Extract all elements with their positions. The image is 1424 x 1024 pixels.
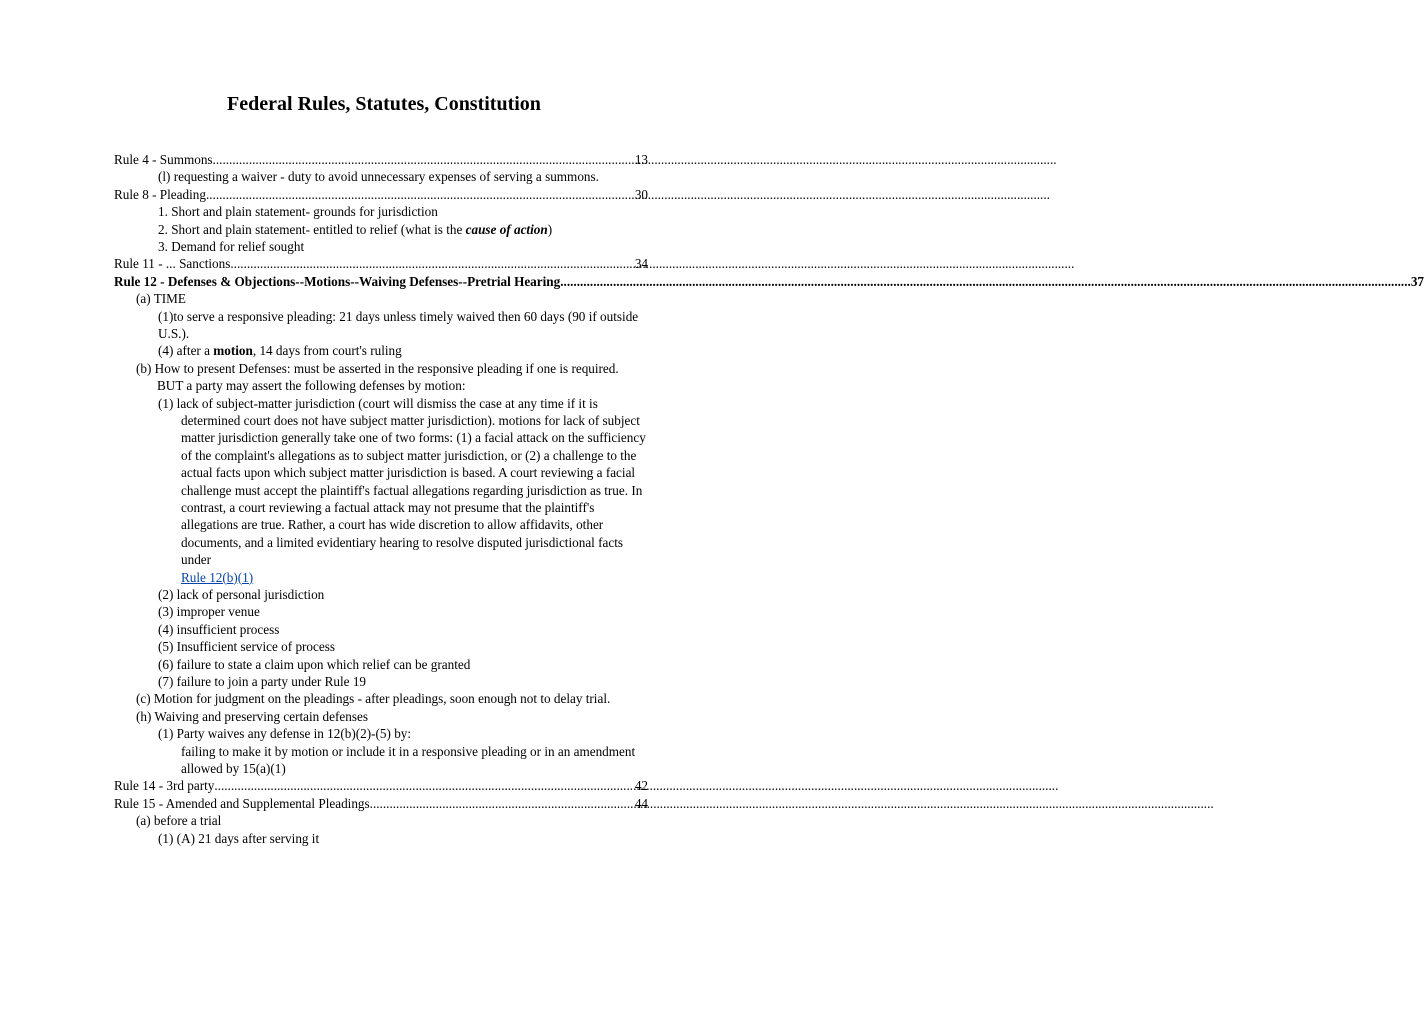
dot-leader-short: ..... .. xyxy=(560,273,1411,290)
rule-12-a1: (1)to serve a responsive pleading: 21 days unless timely waived then 60 days (90 if outside U.S.). xyxy=(158,308,639,341)
rule-12-h: (h) Waiving and preserving certain defenses xyxy=(136,708,368,724)
toc-entry-rule-14 xyxy=(114,777,648,794)
toc-entry-rule-8 xyxy=(114,186,648,203)
dot-leader xyxy=(370,795,635,812)
dot-leader xyxy=(213,151,635,168)
toc-entry-rule-11 xyxy=(114,255,648,272)
toc-entry-rule-12 xyxy=(114,273,1424,290)
toc-entry-rule-15 xyxy=(114,795,648,812)
toc-page-number: 37 xyxy=(1410,273,1424,289)
toc-page-number: 42 xyxy=(634,778,648,794)
rule-8-item-1: 1. Short and plain statement- grounds for jurisdiction xyxy=(158,204,438,220)
rule-12-b6: (6) failure to state a claim upon which relief can be granted xyxy=(158,656,471,672)
rule-8-item-2-close: ) xyxy=(547,221,553,237)
rule-12b1-link[interactable]: Rule 12(b)(1) xyxy=(181,569,254,585)
rule-12-b4: (4) insufficient process xyxy=(158,621,280,637)
rule-12-b xyxy=(114,360,648,395)
dot-leader xyxy=(230,255,634,272)
rule-8-item-2-text: 2. Short and plain statement- entitled to relief (what is the xyxy=(158,221,466,237)
rule-12-b3: (3) improper venue xyxy=(158,604,260,620)
toc-label: Rule 14 - 3rd party xyxy=(114,778,215,794)
rule-12-a: (a) TIME xyxy=(136,291,186,307)
toc-page-number: 44 xyxy=(634,795,648,811)
rule-8-item-2 xyxy=(114,221,648,238)
cause-of-action-emphasis: cause of action xyxy=(465,221,548,237)
rule-12-b5: (5) Insufficient service of process xyxy=(158,639,335,655)
toc-label: Rule 12 - Defenses & Objections--Motions--Waiving Defenses--Pretrial Hearing xyxy=(114,273,561,289)
toc-page-number: 34 xyxy=(634,256,648,272)
rule-12-a4-rest: , 14 days from court's ruling xyxy=(252,343,402,359)
rule-12-a4-text: (4) after a xyxy=(158,343,214,359)
toc-page-number: 30 xyxy=(634,186,648,202)
toc-label: Rule 11 - ... Sanctions xyxy=(114,256,231,272)
toc-label: Rule 4 - Summons xyxy=(114,152,213,167)
rule-12-a4 xyxy=(114,342,648,359)
toc-content xyxy=(114,151,1424,847)
rule-12-c xyxy=(114,690,648,707)
page-title: Federal Rules, Statutes, Constitution xyxy=(227,93,541,115)
toc-label: Rule 15 - Amended and Supplemental Pleadings xyxy=(114,795,370,811)
rule-12-b2: (2) lack of personal jurisdiction xyxy=(158,587,325,603)
rule-15-a: (a) before a trial xyxy=(136,813,222,829)
rule-12-b-text: (b) How to present Defenses: must be asserted in the responsive pleading if one is required. BUT a party may assert the following defenses by motion: xyxy=(136,360,619,394)
rule-12-b7: (7) failure to join a party under Rule 19 xyxy=(158,673,367,689)
dot-leader xyxy=(206,186,635,203)
toc-entry-rule-4 xyxy=(114,151,648,168)
rule-15-a1: (1) (A) 21 days after serving it xyxy=(158,830,320,846)
rule-8-item-3: 3. Demand for relief sought xyxy=(158,238,305,254)
dot-leader xyxy=(214,777,634,794)
motion-emphasis: motion xyxy=(213,343,253,359)
toc-label: Rule 8 - Pleading xyxy=(114,186,206,202)
rule-12-h1-detail: failing to make it by motion or include it in a responsive pleading or in an amendment allowed by 15(a)(1) xyxy=(181,743,636,776)
rule-12-h1: (1) Party waives any defense in 12(b)(2)-(5) by: xyxy=(158,726,412,742)
rule-12-c-text: (c) Motion for judgment on the pleadings - after pleadings, soon enough not to delay trial. xyxy=(136,691,611,707)
rule-4-waiver-note: (l) requesting a waiver - duty to avoid unnecessary expenses of serving a summons. xyxy=(158,169,599,185)
toc-page-number: 13 xyxy=(634,152,648,167)
rule-12-b1-text: (1) lack of subject-matter jurisdiction (court will dismiss the case at any time if it is determined court does not have subject matter jurisdiction). motions for lack of subject matter jurisdiction generally take one of two forms: (1) a facial attack on the sufficiency of the complaint's allegations as to subject matter jurisdiction, or (2) a challenge to the actual facts upon which subject matter jurisdiction is based. A court reviewing a facial challenge must accept the plaintiff's factual allegations regarding jurisdiction as true. In contrast, a court reviewing a factual attack may not presume that the plaintiff's allegations are true. Rather, a court has wide discretion to allow affidavits, other documents, and a limited evidentiary hearing to resolve disputed jurisdictional facts under xyxy=(158,395,646,568)
rule-12-b1 xyxy=(114,395,648,586)
